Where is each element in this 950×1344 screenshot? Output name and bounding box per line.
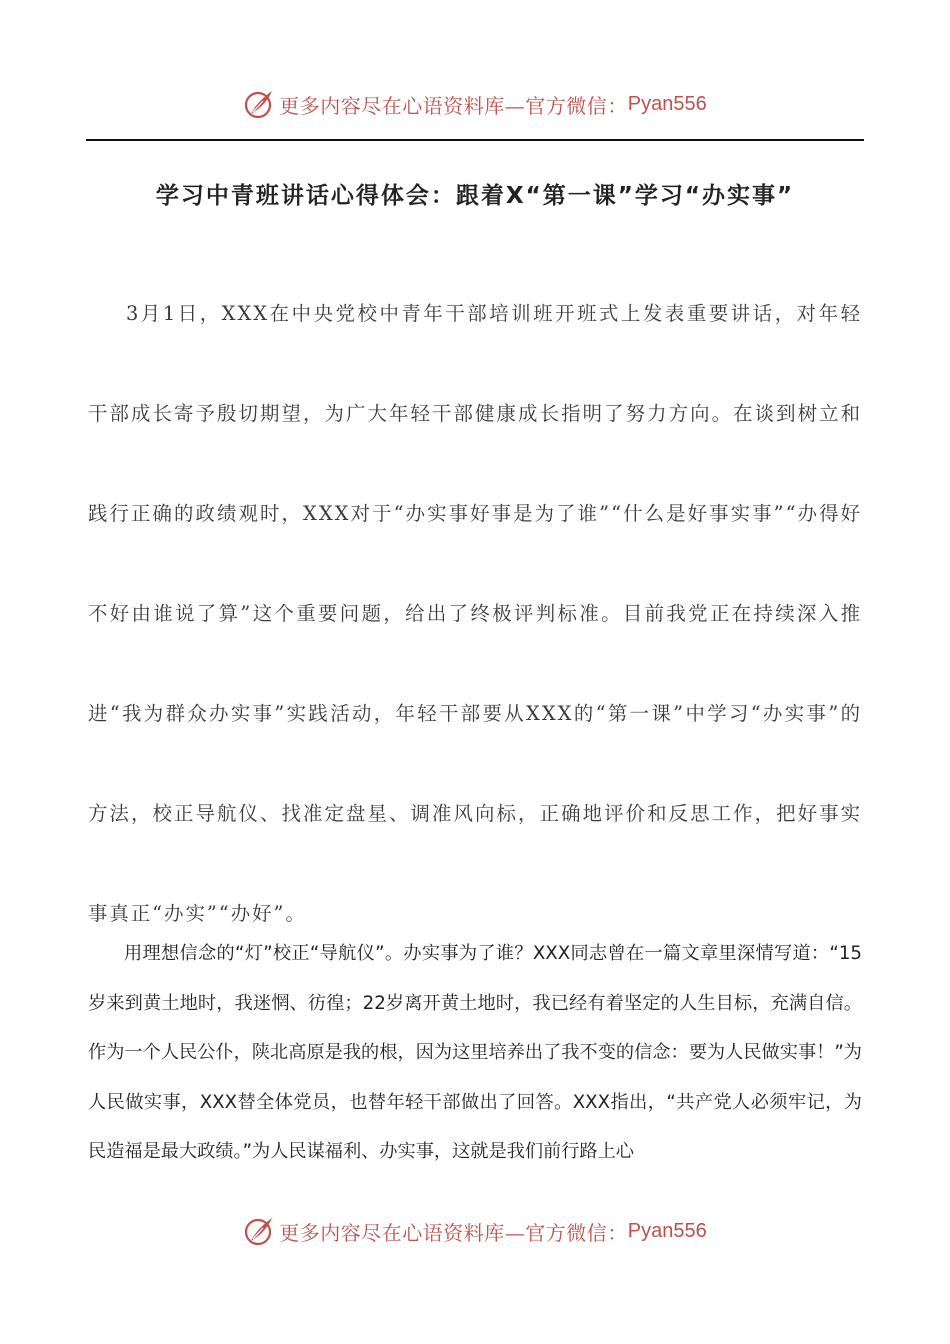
header-divider (86, 139, 864, 141)
footer-banner (0, 1211, 950, 1251)
document-title: 学习中青班讲话心得体会：跟着X“第一课”学习“办实事” (155, 183, 795, 209)
body-paragraph-2: 用理想信念的“灯”校正“导航仪”。办实事为了谁？XXX同志曾在一篇文章里深情写道：“15岁来到黄土地时，我迷惘、彷徨；22岁离开黄土地时，我已经有着坚定的人生目标，充满自信。作为一个人民公仆，陕北高原是我的根，因为这里培养出了我不变的信念：要为人民做实事！”为人民做实事，XXX替全体党员，也替年轻干部做出了回答。XXX指出，“共产党人必须牢记，为民造福是最大政绩。”为人民谋福利、办实事，这就是我们前行路上心 (88, 943, 862, 1163)
quill-pen-logo-icon (243, 1215, 275, 1247)
header-banner-text: 更多内容尽在心语资料库—官方微信： (279, 93, 628, 118)
footer-banner-text: 更多内容尽在心语资料库—官方微信： (279, 1220, 628, 1245)
header-wechat-id: Pyan556 (627, 92, 707, 115)
header-banner (0, 84, 950, 124)
footer-wechat-id: Pyan556 (627, 1219, 707, 1242)
body-paragraph-1: 3月1日，XXX在中央党校中青年干部培训班开班式上发表重要讲话，对年轻干部成长寄予殷切期望，为广大年轻干部健康成长指明了努力方向。在谈到树立和践行正确的政绩观时，XXX对于“办实事好事是为了谁”“什么是好事实事”“办得好不好由谁说了算”这个重要问题，给出了终极评判标准。目前我党正在持续深入推进“我为群众办实事”实践活动，年轻干部要从XXX的“第一课”中学习“办实事”的方法，校正导航仪、找准定盘星、调准风向标，正确地评价和反思工作，把好事实事真正“办实”“办好”。 (88, 302, 862, 925)
quill-pen-logo-icon (243, 88, 275, 120)
